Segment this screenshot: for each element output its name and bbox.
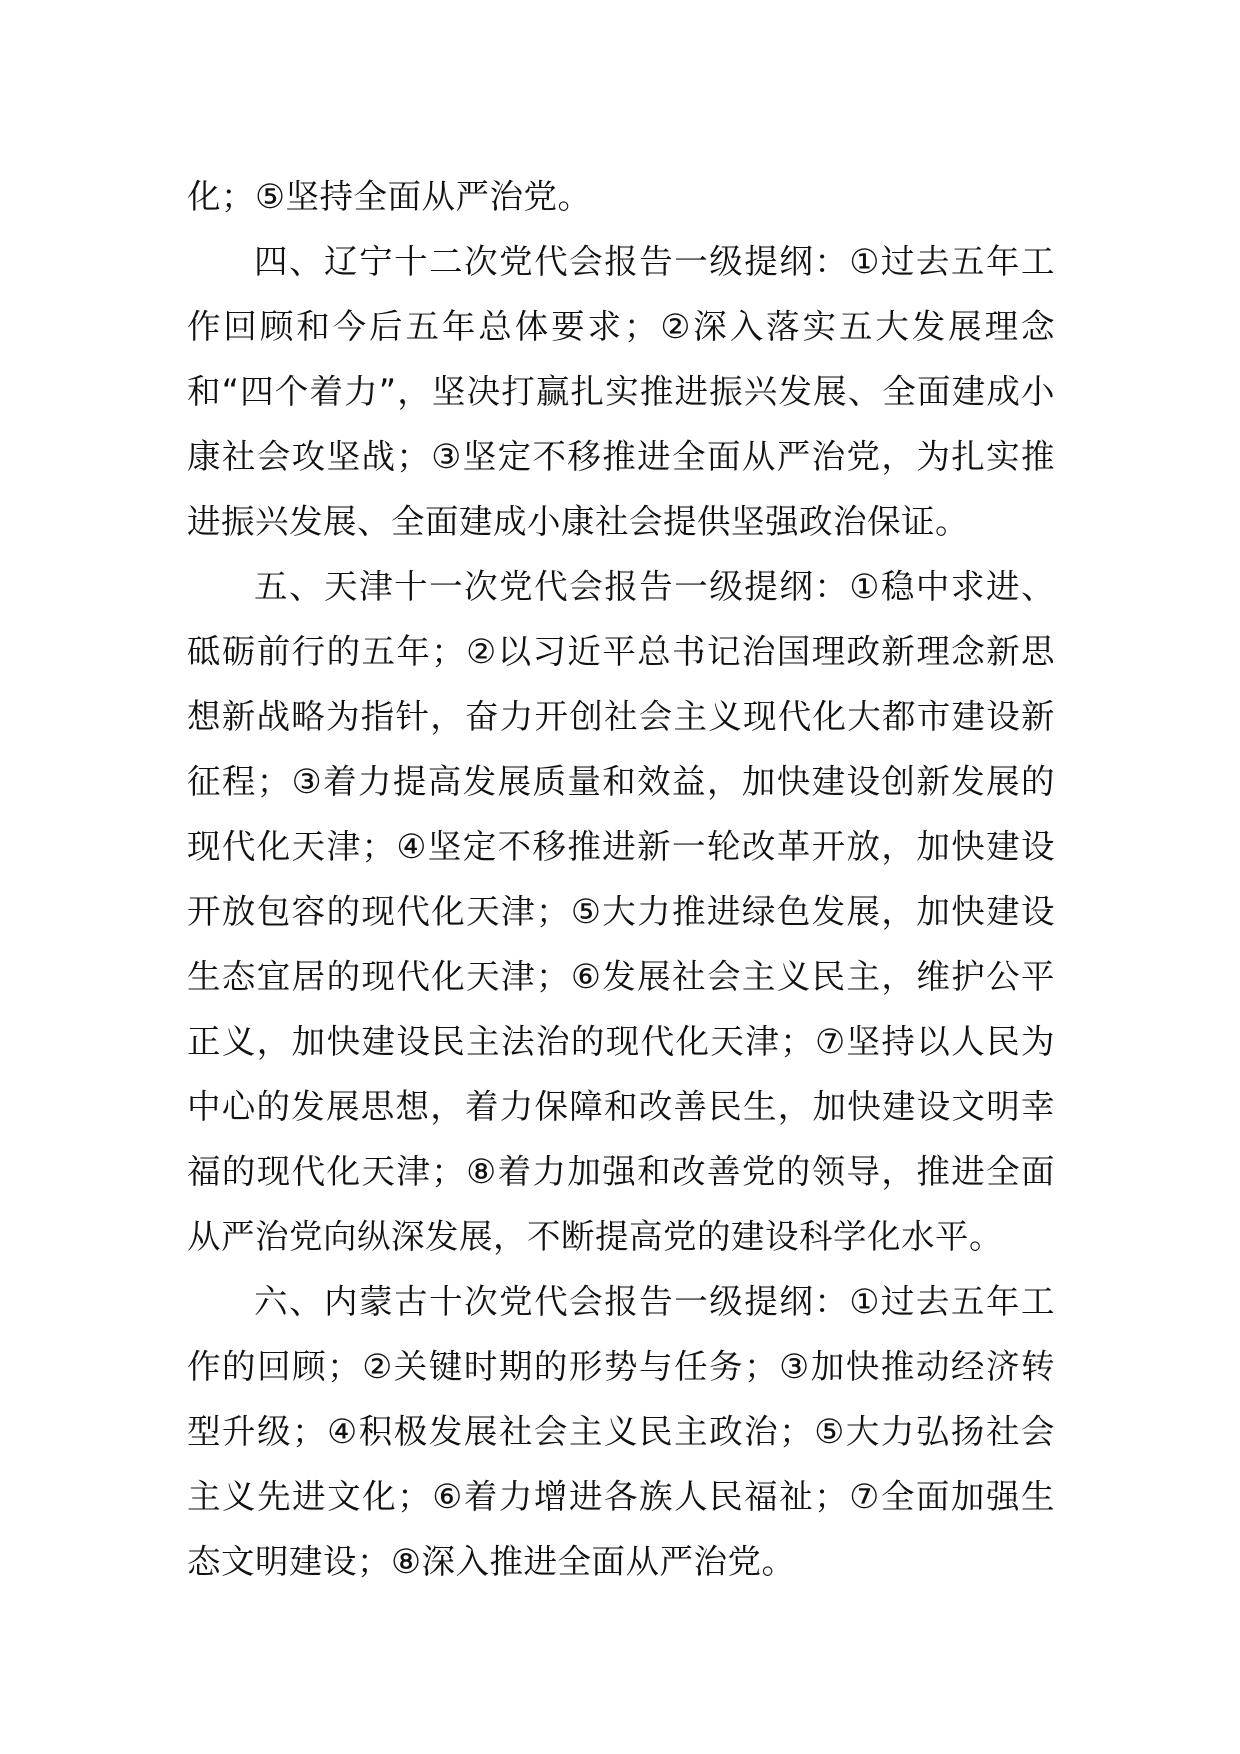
paragraph-inner-mongolia: 六、内蒙古十次党代会报告一级提纲：①过去五年工作的回顾；②关键时期的形势与任务；③加快推动经济转型升级；④积极发展社会主义民主政治；⑤大力弘扬社会主义先进文化；⑥着力增进各族人民福祉；⑦全面加强生态文明建设；⑧深入推进全面从严治党。: [187, 1282, 1055, 1581]
document-body: [187, 164, 1055, 1594]
paragraph-continuation: 化；⑤坚持全面从严治党。: [187, 177, 592, 216]
paragraph-liaoning: 四、辽宁十二次党代会报告一级提纲：①过去五年工作回顾和今后五年总体要求；②深入落实五大发展理念和“四个着力”，坚决打赢扎实推进振兴发展、全面建成小康社会攻坚战；③坚定不移推进全面从严治党，为扎实推进振兴发展、全面建成小康社会提供坚强政治保证。: [187, 242, 1055, 541]
paragraph-tianjin: 五、天津十一次党代会报告一级提纲：①稳中求进、砥砺前行的五年；②以习近平总书记治国理政新理念新思想新战略为指针，奋力开创社会主义现代化大都市建设新征程；③着力提高发展质量和效益，加快建设创新发展的现代化天津；④坚定不移推进新一轮改革开放，加快建设开放包容的现代化天津；⑤大力推进绿色发展，加快建设生态宜居的现代化天津；⑥发展社会主义民主，维护公平正义，加快建设民主法治的现代化天津；⑦坚持以人民为中心的发展思想，着力保障和改善民生，加快建设文明幸福的现代化天津；⑧着力加强和改善党的领导，推进全面从严治党向纵深发展，不断提高党的建设科学化水平。: [187, 567, 1055, 1256]
